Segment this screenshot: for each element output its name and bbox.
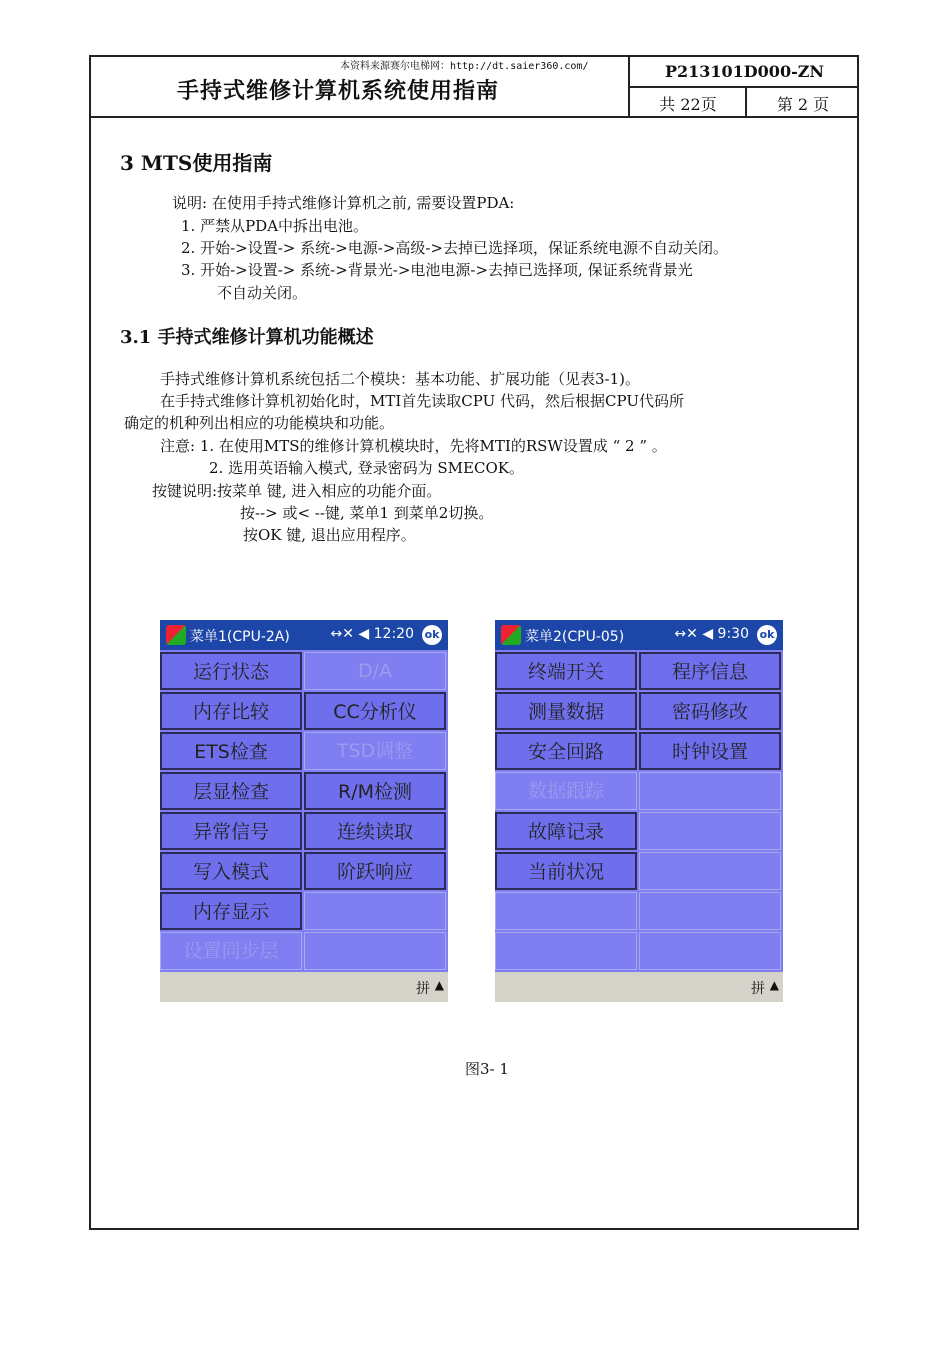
menu-item-safety-circuit[interactable]: 安全回路 bbox=[495, 732, 637, 770]
notice-line-1: 注意: 1. 在使用MTS的维修计算机模块时，先将MTI的RSW设置成 “ 2 ” 。 bbox=[160, 437, 667, 455]
header-divider bbox=[89, 116, 859, 118]
menu-item-da: D/A bbox=[304, 652, 446, 690]
ime-pinyin-button[interactable]: 拼 bbox=[416, 981, 430, 997]
overview-line-3: 确定的机种列出相应的功能模块和功能。 bbox=[124, 414, 395, 432]
menu-item-empty bbox=[639, 772, 781, 810]
menu-item-empty bbox=[304, 892, 446, 930]
keys-line-3: 按OK 键, 退出应用程序。 bbox=[243, 526, 416, 544]
setup-step-1: 1. 严禁从PDA中拆出电池。 bbox=[181, 217, 369, 235]
menu-item-ets-check[interactable]: ETS检查 bbox=[160, 732, 302, 770]
menu-item-abnormal-signal[interactable]: 异常信号 bbox=[160, 812, 302, 850]
menu-item-measure-data[interactable]: 测量数据 bbox=[495, 692, 637, 730]
pda-screen-menu1 bbox=[160, 620, 448, 1002]
menu-item-empty bbox=[639, 932, 781, 970]
setup-step-3-cont: 不自动关闭。 bbox=[217, 284, 308, 302]
menu-item-continuous-read[interactable]: 连续读取 bbox=[304, 812, 446, 850]
menu2-grid bbox=[495, 652, 783, 970]
keys-line-2: 按--> 或< --键, 菜单1 到菜单2切换。 bbox=[240, 504, 494, 522]
menu-item-terminal-switch[interactable]: 终端开关 bbox=[495, 652, 637, 690]
menu-item-cc-analyzer[interactable]: CC分析仪 bbox=[304, 692, 446, 730]
menu-item-memory-display[interactable]: 内存显示 bbox=[160, 892, 302, 930]
pda-screen-menu2 bbox=[495, 620, 783, 1002]
notice-line-2: 2. 选用英语输入模式, 登录密码为 SMECOK。 bbox=[209, 459, 524, 477]
menu-item-password-change[interactable]: 密码修改 bbox=[639, 692, 781, 730]
menu-item-clock-setting[interactable]: 时钟设置 bbox=[639, 732, 781, 770]
menu-item-empty bbox=[304, 932, 446, 970]
menu-item-current-status[interactable]: 当前状况 bbox=[495, 852, 637, 890]
menu-item-empty bbox=[639, 812, 781, 850]
overview-line-1: 手持式维修计算机系统包括二个模块：基本功能、扩展功能（见表3-1)。 bbox=[160, 370, 641, 388]
pda-status-indicators: ↔✕ ◀ 9:30 bbox=[674, 626, 749, 642]
menu1-grid bbox=[160, 652, 448, 970]
ime-arrow-icon[interactable]: ▲ bbox=[769, 978, 779, 992]
pda-input-bar bbox=[495, 972, 783, 1002]
menu-item-set-sync-floor: 设置同步层 bbox=[160, 932, 302, 970]
menu-item-floor-display-check[interactable]: 层显检查 bbox=[160, 772, 302, 810]
subsection-heading: 3.1 手持式维修计算机功能概述 bbox=[120, 327, 374, 348]
menu-item-empty bbox=[639, 852, 781, 890]
menu-item-run-status[interactable]: 运行状态 bbox=[160, 652, 302, 690]
menu-item-tsd-adjust: TSD调整 bbox=[304, 732, 446, 770]
overview-line-2: 在手持式维修计算机初始化时，MTI首先读取CPU 代码，然后根据CPU代码所 bbox=[160, 392, 684, 410]
menu-item-program-info[interactable]: 程序信息 bbox=[639, 652, 781, 690]
setup-step-2: 2. 开始->设置-> 系统->电源->高级->去掉已选择项，保证系统电源不自动关闭。 bbox=[181, 239, 729, 257]
menu-item-empty bbox=[639, 892, 781, 930]
document-number: P213101D000-ZN bbox=[664, 62, 825, 81]
pda-titlebar bbox=[160, 620, 448, 650]
pda-status-indicators: ↔✕ ◀ 12:20 bbox=[330, 626, 414, 642]
menu-item-memory-compare[interactable]: 内存比较 bbox=[160, 692, 302, 730]
total-pages: 共 22页 bbox=[659, 95, 717, 114]
setup-step-3: 3. 开始->设置-> 系统->背景光->电池电源->去掉已选择项, 保证系统背景光 bbox=[181, 261, 693, 279]
page-number: 第 2 页 bbox=[776, 95, 830, 114]
menu-item-step-response[interactable]: 阶跃响应 bbox=[304, 852, 446, 890]
pda-title: 菜单2(CPU-05) bbox=[525, 629, 625, 645]
menu-item-data-trace: 数据跟踪 bbox=[495, 772, 637, 810]
ok-button[interactable]: ok bbox=[757, 625, 777, 645]
menu-item-write-mode[interactable]: 写入模式 bbox=[160, 852, 302, 890]
pda-input-bar bbox=[160, 972, 448, 1002]
menu-item-empty bbox=[495, 892, 637, 930]
ime-arrow-icon[interactable]: ▲ bbox=[434, 978, 444, 992]
document-title: 手持式维修计算机系统使用指南 bbox=[177, 79, 500, 104]
ime-pinyin-button[interactable]: 拼 bbox=[751, 981, 765, 997]
pda-title: 菜单1(CPU-2A) bbox=[190, 629, 290, 645]
menu-item-rm-detect[interactable]: R/M检测 bbox=[304, 772, 446, 810]
setup-note: 说明: 在使用手持式维修计算机之前, 需要设置PDA: bbox=[172, 194, 515, 212]
header-row-divider bbox=[628, 86, 859, 88]
source-note: 本资料来源赛尔电梯网：http://dt.saier360.com/ bbox=[340, 61, 589, 72]
section-heading: 3 MTS使用指南 bbox=[120, 151, 273, 175]
windows-start-icon[interactable] bbox=[501, 625, 521, 645]
keys-line-1: 按键说明:按菜单 键, 进入相应的功能介面。 bbox=[152, 482, 442, 500]
pda-titlebar bbox=[495, 620, 783, 650]
ok-button[interactable]: ok bbox=[422, 625, 442, 645]
windows-start-icon[interactable] bbox=[166, 625, 186, 645]
menu-item-empty bbox=[495, 932, 637, 970]
menu-item-fault-record[interactable]: 故障记录 bbox=[495, 812, 637, 850]
figure-caption: 图3- 1 bbox=[465, 1060, 509, 1078]
